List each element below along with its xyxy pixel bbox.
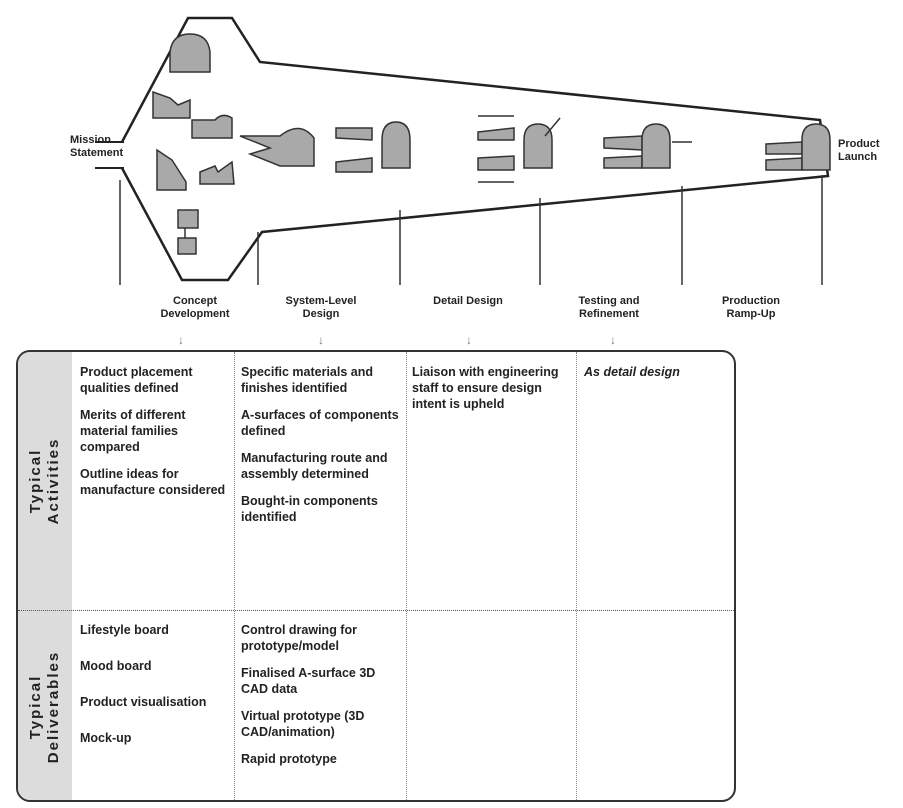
- column-divider: [576, 352, 577, 800]
- stage-arrow-icon: ↓: [466, 333, 472, 347]
- stage-testing-and-refinement: Testing and Refinement: [578, 295, 640, 320]
- stage-arrow-icon: ↓: [318, 333, 324, 347]
- row-header-activities: Typical Activities: [18, 352, 72, 610]
- stage-concept-development: Concept Development: [160, 295, 230, 320]
- list-item: Lifestyle board: [80, 623, 169, 637]
- list-item: Manufacturing route and assembly determined: [241, 451, 388, 481]
- list-item: Bought-in components identified: [241, 494, 378, 524]
- list-item: Mock-up: [80, 731, 132, 745]
- stage-dividers: [120, 175, 822, 285]
- list-item: A-surfaces of components defined: [241, 408, 399, 438]
- cell-activities-testing: [584, 364, 724, 391]
- stage-arrow-icon: ↓: [610, 333, 616, 347]
- product-development-funnel: [0, 0, 903, 300]
- launch-product-icons: [766, 124, 830, 170]
- list-item: Liaison with engineering staff to ensure design intent is upheld: [412, 365, 559, 411]
- list-item: Finalised A-surface 3D CAD data: [241, 666, 376, 696]
- stage-production-ramp-up: Production Ramp-Up: [721, 295, 781, 320]
- list-item: Control drawing for prototype/model: [241, 623, 357, 653]
- mission-statement-label: Mission Statement: [70, 134, 124, 159]
- testing-icons: [604, 124, 692, 168]
- list-item: Outline ideas for manufacture considered: [80, 467, 226, 497]
- detail-design-icons: [478, 116, 560, 182]
- list-item: Product visualisation: [80, 695, 207, 709]
- funnel-outline: [122, 18, 828, 280]
- list-item: Specific materials and finishes identified: [241, 365, 374, 395]
- list-item: Product placement qualities defined: [80, 365, 193, 395]
- row-header-deliverables: Typical Deliverables: [18, 610, 72, 802]
- stage-arrow-icon: ↓: [178, 333, 184, 347]
- list-item: Mood board: [80, 659, 152, 673]
- cell-activities-system-level: [241, 364, 405, 536]
- list-item: Merits of different material families compared: [80, 408, 186, 454]
- stage-system-level-design: System-Level Design: [285, 295, 357, 320]
- list-item: Virtual prototype (3D CAD/animation): [241, 709, 365, 739]
- row-divider: [18, 610, 734, 611]
- list-item: As detail design: [584, 365, 680, 379]
- stage-detail-design: Detail Design: [433, 295, 503, 307]
- cell-activities-concept: [80, 364, 230, 509]
- cell-activities-detail: [412, 364, 572, 423]
- column-divider: [234, 352, 235, 800]
- column-divider: [406, 352, 407, 800]
- cell-deliverables-concept: [80, 622, 230, 757]
- cell-deliverables-system-level: [241, 622, 405, 778]
- system-level-icons: [336, 122, 410, 172]
- list-item: Rapid prototype: [241, 752, 337, 766]
- concept-sketch-icons: [153, 34, 314, 254]
- product-launch-label: Product Launch: [838, 138, 880, 163]
- activities-deliverables-table: [16, 350, 736, 802]
